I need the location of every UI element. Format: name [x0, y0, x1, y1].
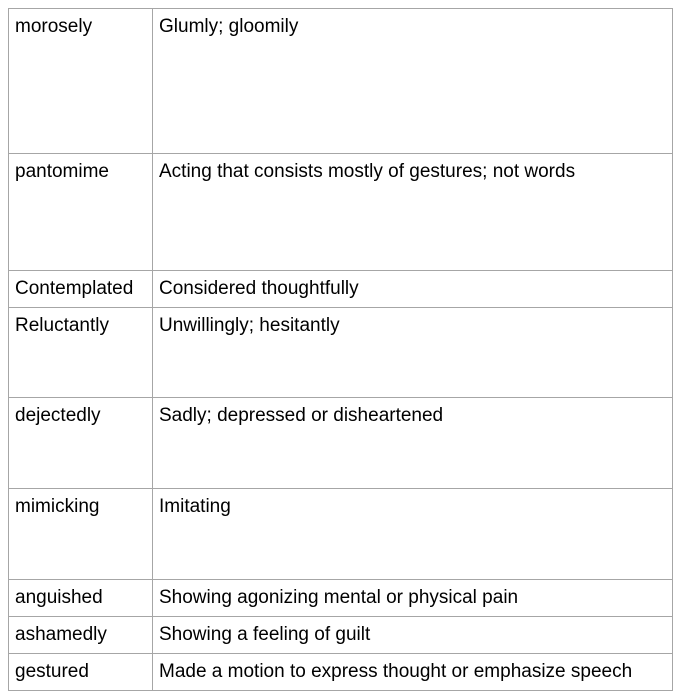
- word-cell: mimicking: [9, 489, 153, 580]
- word-cell: dejectedly: [9, 398, 153, 489]
- table-row: [9, 617, 673, 654]
- definition-cell: Acting that consists mostly of gestures; not words: [153, 154, 673, 271]
- definition-cell: Made a motion to express thought or emphasize speech: [153, 654, 673, 691]
- word-cell: Reluctantly: [9, 308, 153, 398]
- word-cell: anguished: [9, 580, 153, 617]
- definition-cell: Showing agonizing mental or physical pain: [153, 580, 673, 617]
- definition-cell: Considered thoughtfully: [153, 271, 673, 308]
- table-row: [9, 271, 673, 308]
- definition-cell: Unwillingly; hesitantly: [153, 308, 673, 398]
- table-row: [9, 398, 673, 489]
- table-row: [9, 9, 673, 154]
- word-cell: Contemplated: [9, 271, 153, 308]
- word-cell: gestured: [9, 654, 153, 691]
- definition-cell: Showing a feeling of guilt: [153, 617, 673, 654]
- word-cell: ashamedly: [9, 617, 153, 654]
- table-row: [9, 489, 673, 580]
- table-row: [9, 654, 673, 691]
- definition-cell: Glumly; gloomily: [153, 9, 673, 154]
- table-row: [9, 580, 673, 617]
- word-cell: pantomime: [9, 154, 153, 271]
- definition-cell: Imitating: [153, 489, 673, 580]
- table-row: [9, 308, 673, 398]
- vocabulary-table: [8, 8, 673, 691]
- table-row: [9, 154, 673, 271]
- word-cell: morosely: [9, 9, 153, 154]
- definition-cell: Sadly; depressed or disheartened: [153, 398, 673, 489]
